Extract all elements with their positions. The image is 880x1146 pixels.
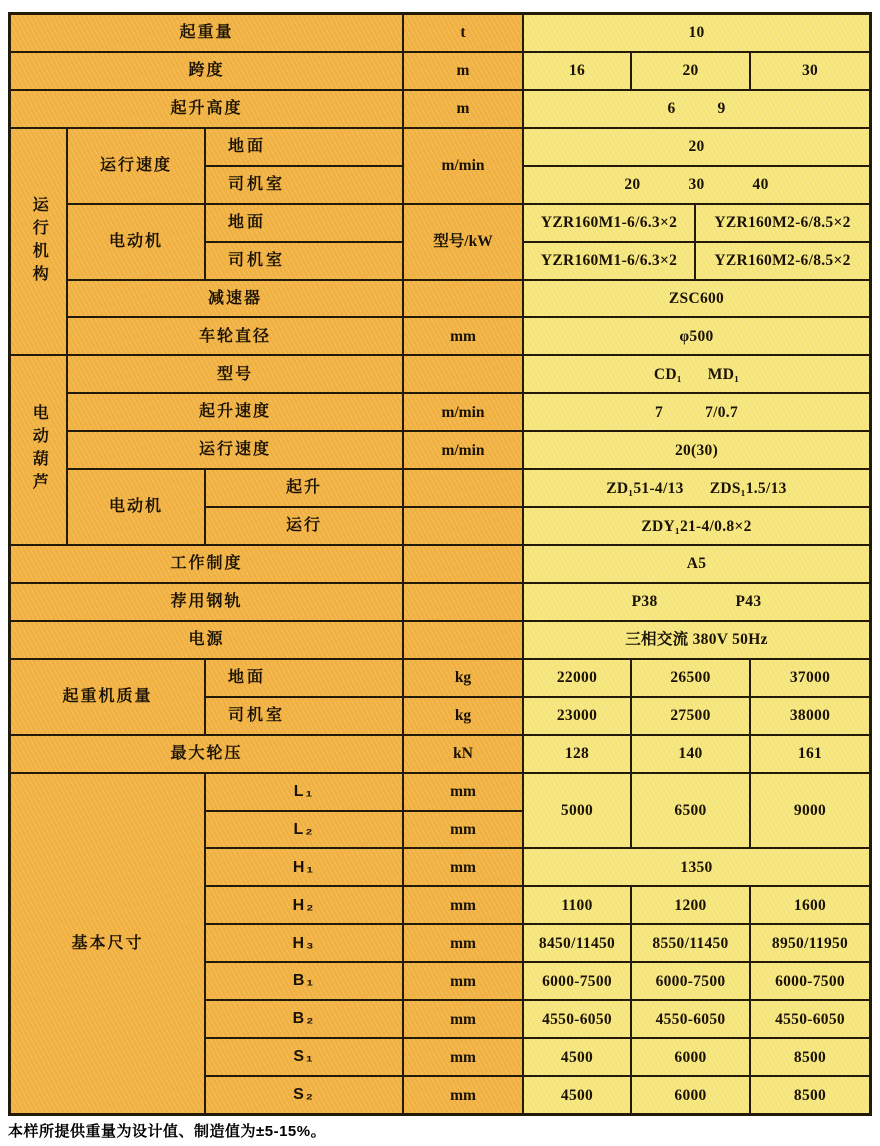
dim-H1-unit: mm [404, 849, 522, 885]
mass-ground-value-1: 22000 [524, 660, 630, 696]
height-unit: m [404, 91, 522, 127]
duty-value: A5 [524, 546, 869, 582]
dim-H2-value-2: 1200 [632, 887, 749, 923]
hoist-motor-travel-value: ZDY₁21-4/0.8×2 [524, 508, 869, 544]
dim-B2-unit: mm [404, 1001, 522, 1037]
travel-speed-ground-label: 地面 [206, 129, 402, 165]
hoist-motor-lift-2: ZDS₁1.5/13 [709, 479, 787, 497]
dim-L12-value-3: 9000 [751, 774, 869, 848]
wheel-diameter-value: φ500 [524, 318, 869, 354]
hoist-travel-speed-value: 20(30) [524, 432, 869, 468]
dim-H2-value-1: 1100 [524, 887, 630, 923]
height-value-1: 6 [667, 100, 676, 118]
rail-value-2: P43 [735, 593, 762, 611]
wheel-load-value-1: 128 [524, 736, 630, 772]
dim-H3-unit: mm [404, 925, 522, 961]
mass-cab-label: 司机室 [206, 698, 402, 734]
dim-B2-value-3: 4550-6050 [751, 1001, 869, 1037]
hoist-motor-travel-label: 运行 [206, 508, 402, 544]
rail-unit-empty [404, 584, 522, 620]
footnote-text: 本样所提供重量为设计值、制造值为±5-15%。 [8, 1123, 327, 1140]
cab-speed-1: 20 [624, 176, 641, 194]
hoist-group-label: 电动葫芦 [11, 356, 66, 544]
dim-H2-label: H₂ [206, 887, 402, 923]
travel-motor-ground-value-2: YZR160M2-6/8.5×2 [696, 205, 869, 241]
wheel-load-unit: kN [404, 736, 522, 772]
hoist-motor-label: 电动机 [68, 470, 204, 544]
hoist-lift-speed-1: 7 [655, 403, 664, 421]
span-unit: m [404, 53, 522, 89]
cab-speed-2: 30 [688, 176, 705, 194]
mass-cab-unit: kg [404, 698, 522, 734]
rail-values [524, 584, 869, 620]
travel-motor-cab-value-2: YZR160M2-6/8.5×2 [696, 243, 869, 279]
dim-L2-label: L₂ [206, 812, 402, 848]
hoist-motor-lift-label: 起升 [206, 470, 402, 506]
dim-S2-value-2: 6000 [632, 1077, 749, 1113]
dim-H1-label: H₁ [206, 849, 402, 885]
wheel-load-value-2: 140 [632, 736, 749, 772]
hoist-model-values [524, 356, 869, 392]
travel-motor-label: 电动机 [68, 205, 204, 279]
dim-B1-value-1: 6000-7500 [524, 963, 630, 999]
mass-ground-value-3: 37000 [751, 660, 869, 696]
mass-ground-unit: kg [404, 660, 522, 696]
travel-motor-cab-label: 司机室 [206, 243, 402, 279]
dim-B2-value-2: 4550-6050 [632, 1001, 749, 1037]
reducer-unit-empty [404, 281, 522, 317]
rail-value-1: P38 [631, 593, 658, 611]
span-value-20: 20 [632, 53, 749, 89]
reducer-value: ZSC600 [524, 281, 869, 317]
hoist-lift-speed-2: 7/0.7 [705, 403, 738, 421]
travel-speed-cab-label: 司机室 [206, 167, 402, 203]
hoist-model-1: CD₁ [653, 365, 682, 383]
hoist-model-2: MD₁ [707, 365, 740, 383]
mass-cab-value-1: 23000 [524, 698, 630, 734]
power-unit-empty [404, 622, 522, 658]
hoist-travel-speed-label: 运行速度 [68, 432, 402, 468]
dim-H1-value: 1350 [524, 849, 869, 885]
travel-speed-cab-values [524, 167, 869, 203]
hoist-travel-speed-unit: m/min [404, 432, 522, 468]
hoist-lift-speed-unit: m/min [404, 394, 522, 430]
travel-motor-ground-value-1: YZR160M1-6/6.3×2 [524, 205, 694, 241]
dim-L2-unit: mm [404, 812, 522, 848]
mass-label: 起重机质量 [11, 660, 204, 734]
travel-speed-unit: m/min [404, 129, 522, 203]
dim-L12-value-2: 6500 [632, 774, 749, 848]
dims-group-label: 基本尺寸 [11, 774, 204, 1113]
capacity-unit: t [404, 15, 522, 51]
wheel-load-label: 最大轮压 [11, 736, 402, 772]
height-value-2: 9 [717, 100, 726, 118]
dim-H3-value-2: 8550/11450 [632, 925, 749, 961]
dim-B1-label: B₁ [206, 963, 402, 999]
duty-label: 工作制度 [11, 546, 402, 582]
span-value-16: 16 [524, 53, 630, 89]
hoist-model-unit-empty [404, 356, 522, 392]
reducer-label: 减速器 [68, 281, 402, 317]
mass-ground-label: 地面 [206, 660, 402, 696]
rail-label: 荐用钢轨 [11, 584, 402, 620]
cab-speed-3: 40 [752, 176, 769, 194]
dim-L12-value-1: 5000 [524, 774, 630, 848]
capacity-value: 10 [524, 15, 869, 51]
dim-H3-value-1: 8450/11450 [524, 925, 630, 961]
dim-S1-label: S₁ [206, 1039, 402, 1075]
dim-B2-label: B₂ [206, 1001, 402, 1037]
dim-L1-unit: mm [404, 774, 522, 810]
dim-S2-unit: mm [404, 1077, 522, 1113]
dim-S1-value-3: 8500 [751, 1039, 869, 1075]
dim-S1-value-1: 4500 [524, 1039, 630, 1075]
power-label: 电源 [11, 622, 402, 658]
travel-motor-cab-value-1: YZR160M1-6/6.3×2 [524, 243, 694, 279]
dim-H2-unit: mm [404, 887, 522, 923]
height-label: 起升高度 [11, 91, 402, 127]
wheel-diameter-unit: mm [404, 318, 522, 354]
hoist-motor-lift-values [524, 470, 869, 506]
mass-cab-value-3: 38000 [751, 698, 869, 734]
hoist-motor-lift-1: ZD₁51-4/13 [606, 479, 684, 497]
dim-B1-unit: mm [404, 963, 522, 999]
dim-S1-unit: mm [404, 1039, 522, 1075]
dim-S1-value-2: 6000 [632, 1039, 749, 1075]
dim-B2-value-1: 4550-6050 [524, 1001, 630, 1037]
capacity-label: 起重量 [11, 15, 402, 51]
travel-motor-unit: 型号/kW [404, 205, 522, 279]
travel-motor-ground-label: 地面 [206, 205, 402, 241]
crane-spec-table [8, 12, 872, 1116]
dim-S2-value-3: 8500 [751, 1077, 869, 1113]
hoist-model-label: 型号 [68, 356, 402, 392]
dim-S2-value-1: 4500 [524, 1077, 630, 1113]
duty-unit-empty [404, 546, 522, 582]
hoist-lift-speed-values [524, 394, 869, 430]
dim-H3-label: H₃ [206, 925, 402, 961]
travel-speed-label: 运行速度 [68, 129, 204, 203]
power-value: 三相交流 380V 50Hz [524, 622, 869, 658]
height-values [524, 91, 869, 127]
mass-ground-value-2: 26500 [632, 660, 749, 696]
dim-L1-label: L₁ [206, 774, 402, 810]
hoist-motor-travel-unit-empty [404, 508, 522, 544]
travel-speed-ground-value: 20 [524, 129, 869, 165]
mass-cab-value-2: 27500 [632, 698, 749, 734]
wheel-diameter-label: 车轮直径 [68, 318, 402, 354]
hoist-lift-speed-label: 起升速度 [68, 394, 402, 430]
span-label: 跨度 [11, 53, 402, 89]
wheel-load-value-3: 161 [751, 736, 869, 772]
dim-S2-label: S₂ [206, 1077, 402, 1113]
hoist-motor-lift-unit-empty [404, 470, 522, 506]
travel-mechanism-group-label: 运行机构 [11, 129, 66, 355]
span-value-30: 30 [751, 53, 869, 89]
dim-H3-value-3: 8950/11950 [751, 925, 869, 961]
dim-H2-value-3: 1600 [751, 887, 869, 923]
dim-B1-value-2: 6000-7500 [632, 963, 749, 999]
dim-B1-value-3: 6000-7500 [751, 963, 869, 999]
